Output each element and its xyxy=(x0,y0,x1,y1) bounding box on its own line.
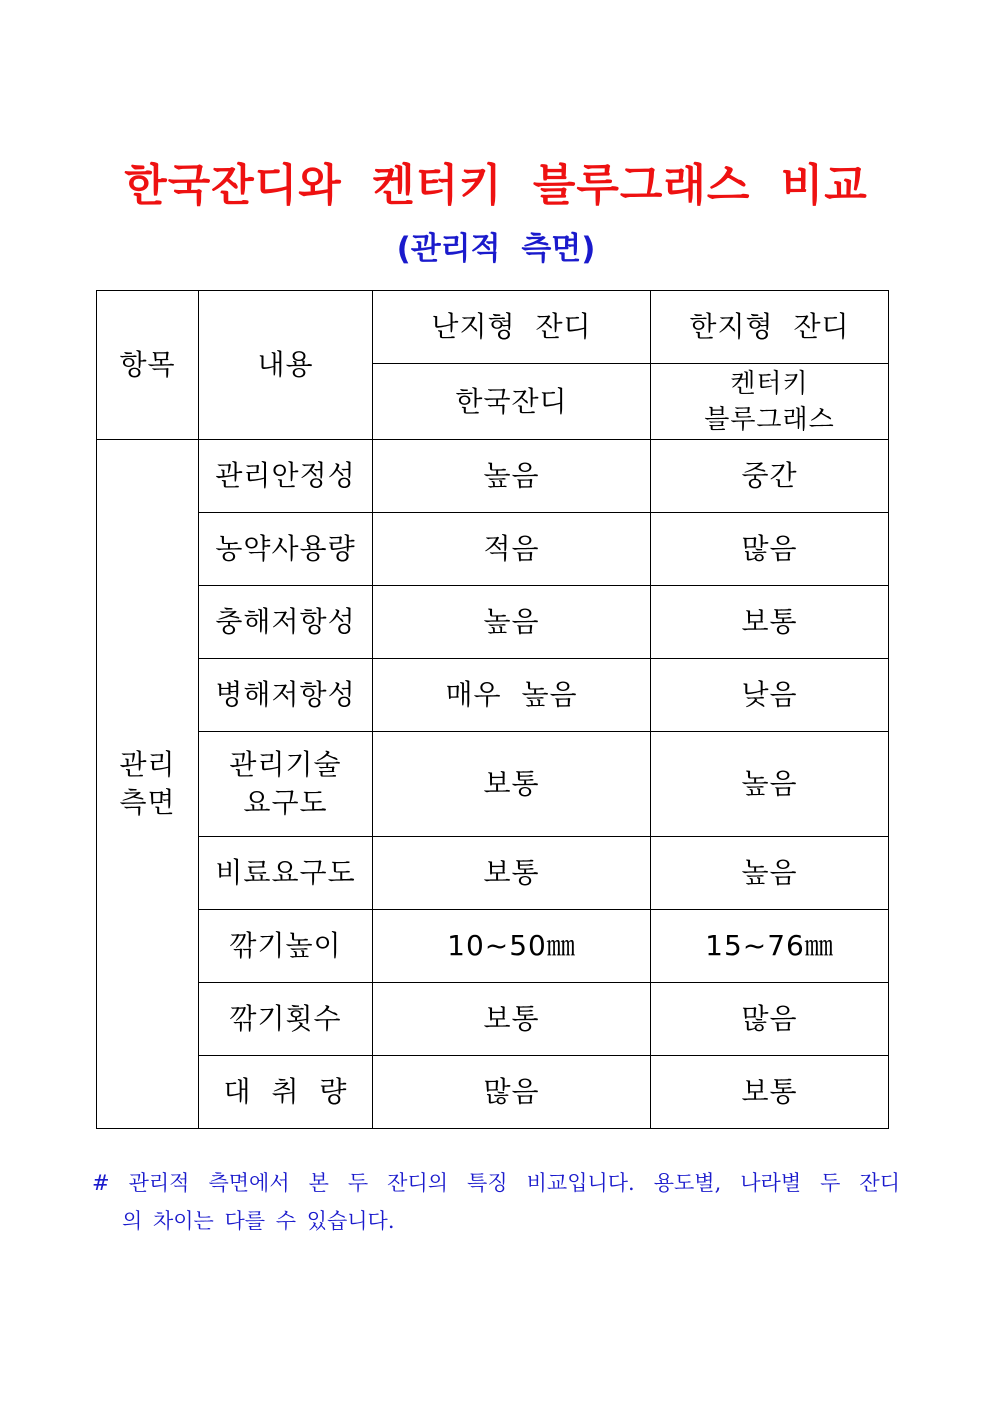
row-korean-value: 보통 xyxy=(373,983,651,1056)
row-korean-value: 많음 xyxy=(373,1056,651,1129)
comparison-table xyxy=(96,290,889,1129)
row-label: 깎기높이 xyxy=(199,910,373,983)
row-kentucky-value: 보통 xyxy=(651,586,889,659)
table-row xyxy=(97,440,889,513)
header-content: 내용 xyxy=(199,291,373,440)
header-kentucky-line1: 켄터키 xyxy=(730,368,809,399)
row-kentucky-value: 낮음 xyxy=(651,659,889,732)
table-row xyxy=(97,513,889,586)
row-korean-value: 높음 xyxy=(373,440,651,513)
row-label: 관리안정성 xyxy=(199,440,373,513)
row-kentucky-value: 높음 xyxy=(651,732,889,837)
row-label: 충해저항성 xyxy=(199,586,373,659)
category-cell xyxy=(97,440,199,1129)
row-kentucky-value: 중간 xyxy=(651,440,889,513)
header-warm-type: 난지형 잔디 xyxy=(373,291,651,364)
table-row xyxy=(97,586,889,659)
table-row xyxy=(97,659,889,732)
row-kentucky-value: 15~76㎜ xyxy=(651,910,889,983)
row-korean-value: 매우 높음 xyxy=(373,659,651,732)
header-item: 항목 xyxy=(97,291,199,440)
row-korean-value: 보통 xyxy=(373,732,651,837)
row-kentucky-value: 높음 xyxy=(651,837,889,910)
row-kentucky-value: 보통 xyxy=(651,1056,889,1129)
row-label: 비료요구도 xyxy=(199,837,373,910)
row-korean-value: 높음 xyxy=(373,586,651,659)
row-kentucky-value: 많음 xyxy=(651,513,889,586)
footnote-line1: # 관리적 측면에서 본 두 잔디의 특징 비교입니다. 용도별, 나라별 두 잔디 xyxy=(92,1171,900,1195)
page-title: 한국잔디와 켄터키 블루그래스 비교 xyxy=(124,160,868,211)
row-label: 농약사용량 xyxy=(199,513,373,586)
row-korean-value: 10~50㎜ xyxy=(373,910,651,983)
row-label: 병해저항성 xyxy=(199,659,373,732)
footnote-line2: 의 차이는 다를 수 있습니다. xyxy=(122,1209,395,1233)
row-label: 깎기횟수 xyxy=(199,983,373,1056)
category-line1: 관리 xyxy=(119,748,176,781)
table-row xyxy=(97,910,889,983)
table-row xyxy=(97,983,889,1056)
header-cool-type: 한지형 잔디 xyxy=(651,291,889,364)
header-kentucky-bluegrass xyxy=(651,364,889,440)
row-label xyxy=(199,732,373,837)
table-row xyxy=(97,837,889,910)
footnote xyxy=(92,1164,900,1240)
table-header-row xyxy=(97,291,889,364)
row-korean-value: 적음 xyxy=(373,513,651,586)
row-kentucky-value: 많음 xyxy=(651,983,889,1056)
table-row xyxy=(97,732,889,837)
row-korean-value: 보통 xyxy=(373,837,651,910)
row-label-line1: 관리기술 xyxy=(229,748,342,781)
page-subtitle: (관리적 측면) xyxy=(396,231,596,267)
table-row xyxy=(97,1056,889,1129)
header-korean-grass: 한국잔디 xyxy=(373,364,651,440)
row-label: 대 취 량 xyxy=(199,1056,373,1129)
header-kentucky-line2: 블루그래스 xyxy=(704,404,835,435)
row-label-line2: 요구도 xyxy=(243,786,328,819)
category-line2: 측면 xyxy=(119,786,176,819)
